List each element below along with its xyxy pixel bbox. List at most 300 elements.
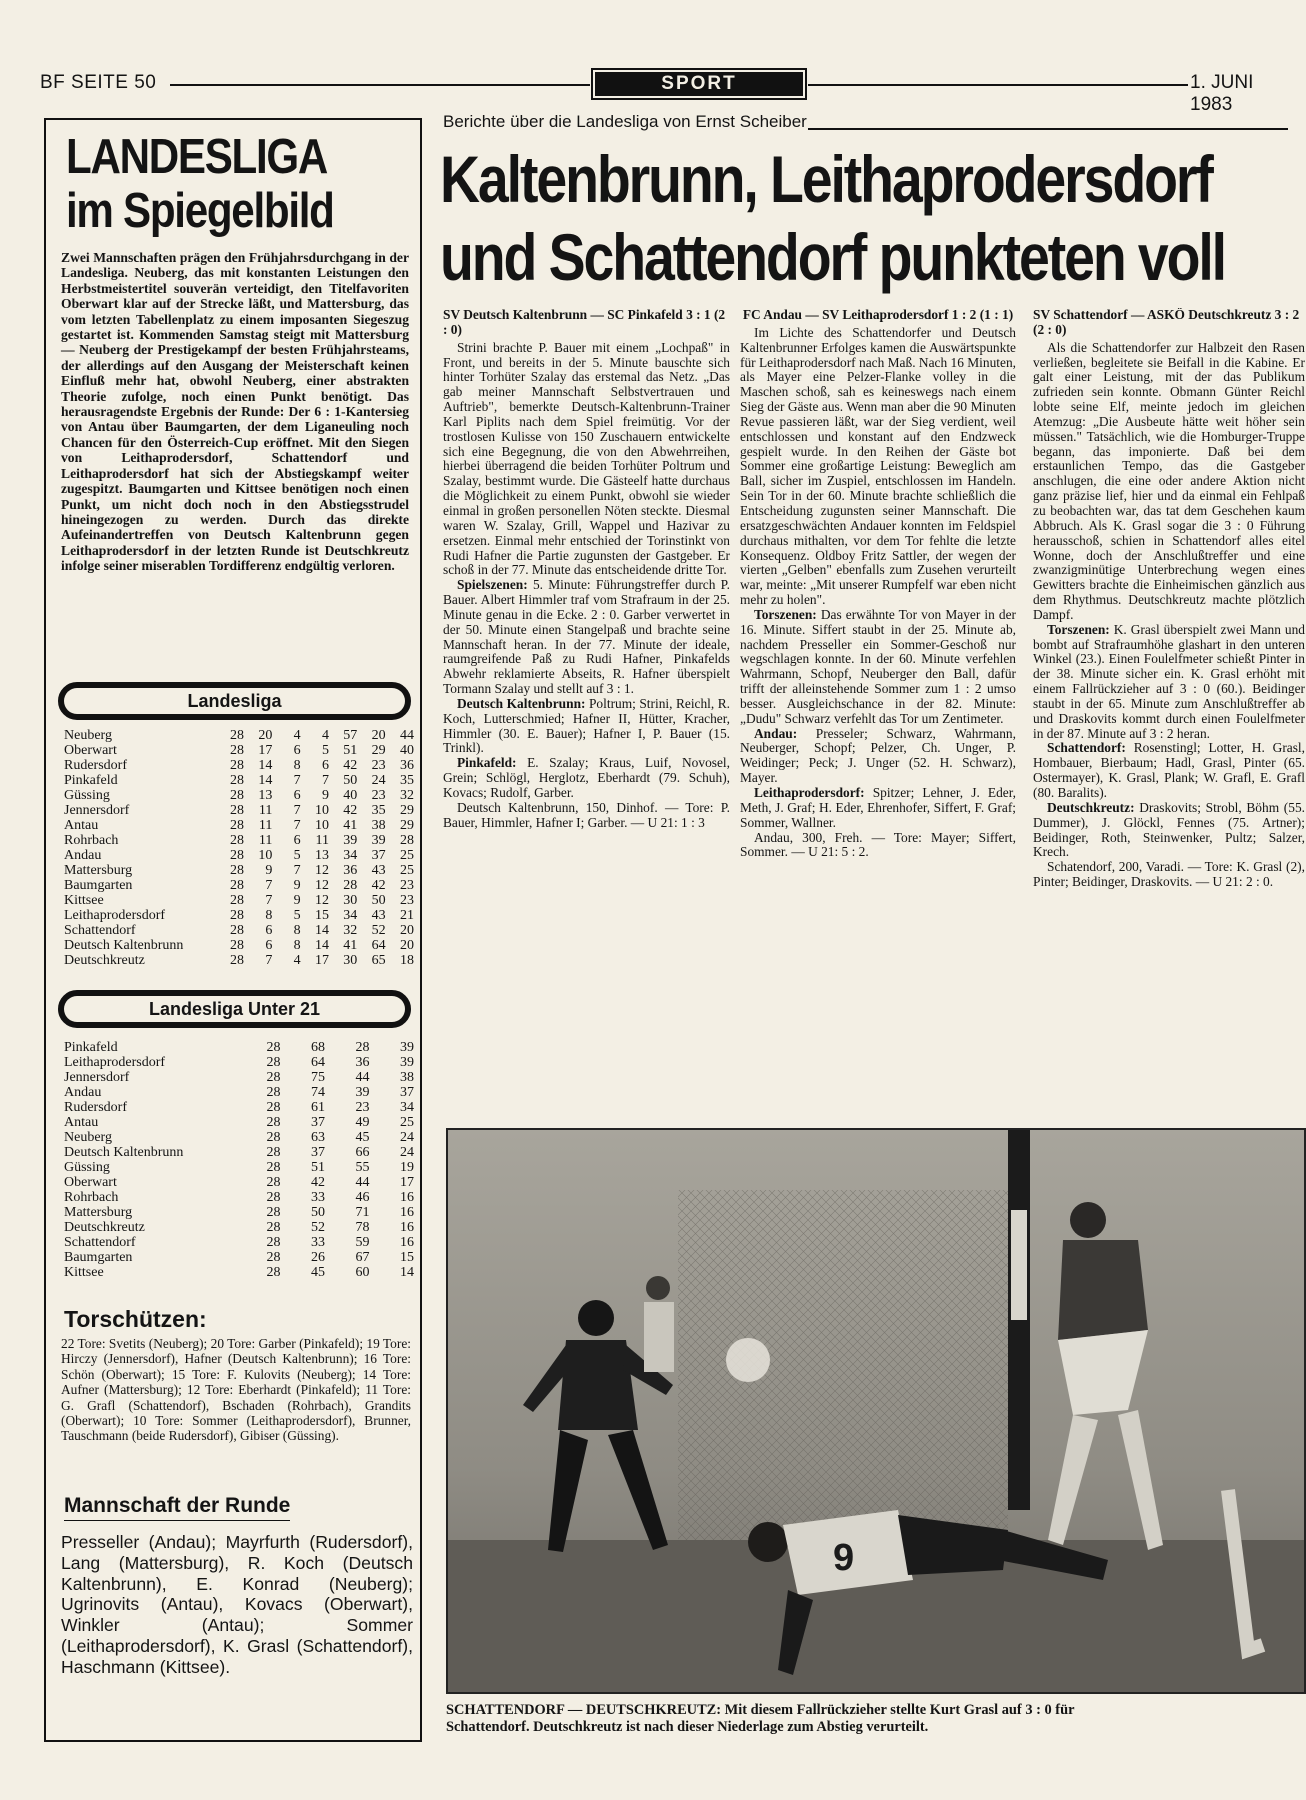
stat-cell: 52 <box>310 1220 325 1235</box>
stat-cell: 28 <box>266 1175 281 1190</box>
stat-cell: 28 <box>230 953 245 968</box>
article-column-2 <box>740 308 1016 1094</box>
stat-cell: 51 <box>310 1160 325 1175</box>
team-name-cell: Rudersdorf <box>64 1100 127 1115</box>
stat-cell: 28 <box>230 863 245 878</box>
team-name-cell: Rohrbach <box>64 1190 119 1205</box>
match-heading: FC Andau — SV Leithaprodersdorf 1 : 2 (1 : 1) <box>742 308 1014 322</box>
stat-cell: 4 <box>293 953 301 968</box>
table-row <box>64 1235 414 1250</box>
sidebar-title-line2: im Spiegelbild <box>66 184 334 238</box>
stat-cell: 21 <box>400 908 414 923</box>
stat-cell: 34 <box>400 1100 414 1115</box>
stat-cell: 65 <box>371 953 386 968</box>
table-row <box>64 1160 414 1175</box>
stat-cell: 19 <box>400 1160 414 1175</box>
table-row <box>64 848 414 863</box>
stat-cell: 28 <box>266 1205 281 1220</box>
team-name-cell: Deutsch Kaltenbrunn <box>64 938 184 953</box>
scenes-paragraph <box>1033 623 1305 742</box>
stat-cell: 28 <box>355 1040 370 1055</box>
scorers-heading: Torschützen: <box>64 1306 207 1332</box>
team-name-cell: Andau <box>64 848 102 863</box>
match-footer: Schatendorf, 200, Varadi. — Tore: K. Grasl (2), Pinter; Beidinger, Draskovits. — U 21: 2 : 0. <box>1033 859 1305 890</box>
stat-cell: 28 <box>266 1220 281 1235</box>
stat-cell: 50 <box>371 893 386 908</box>
stat-cell: 25 <box>400 848 414 863</box>
lineup-label: Leithaprodersdorf: <box>754 785 865 800</box>
stat-cell: 7 <box>293 863 301 878</box>
table-row <box>64 1130 414 1145</box>
stat-cell: 10 <box>314 803 329 818</box>
match-footer: Andau, 300, Freh. — Tore: Mayer; Siffert, Sommer. — U 21: 5 : 2. <box>740 829 1016 860</box>
stat-cell: 28 <box>266 1040 281 1055</box>
team-name-cell: Pinkafeld <box>64 1040 118 1055</box>
team-name-cell: Kittsee <box>64 893 104 908</box>
table-row <box>64 1175 414 1190</box>
u21-standings-header <box>58 990 411 1028</box>
stat-cell: 74 <box>310 1085 325 1100</box>
stat-cell: 11 <box>258 833 273 848</box>
stat-cell: 28 <box>230 848 245 863</box>
table-row <box>64 1040 414 1055</box>
stat-cell: 7 <box>293 818 301 833</box>
stat-cell: 17 <box>258 743 273 758</box>
stat-cell: 24 <box>400 1130 414 1145</box>
stat-cell: 5 <box>293 848 301 863</box>
stat-cell: 15 <box>400 1250 414 1265</box>
stat-cell: 20 <box>371 728 386 743</box>
stat-cell: 28 <box>266 1115 281 1130</box>
stat-cell: 13 <box>314 848 329 863</box>
stat-cell: 39 <box>400 1055 414 1070</box>
stat-cell: 16 <box>400 1220 414 1235</box>
stat-cell: 23 <box>400 893 414 908</box>
table-row <box>64 803 414 818</box>
article-paragraph: Strini brachte P. Bauer mit einem „Lochpaß" in Front, und bereits in der 5. Minute bauschte sich hinter Torhüter Szalay das erstemal das Netz. „Das gab meiner Mannschaft Selbstvertrauen und Auftrieb", bemerkte Deutsch-Kaltenbrunn-Trainer Karl Piplits nach dem Spiel freimütig. Vor der trostlosen Kulisse von 150 Zuschauern entwickelte sich eine Begegnung, die von den Abwehrreihen, hierbei überragend die beiden Torhüter Poltrum und Szalay, bestimmt wurde. Die Gästeelf hatte durchaus die Möglichkeit zu einem Punkt, obwohl sie wieder einmal in großen personellen Nöten steckte. Diesmal waren W. Szalay, Grill, Wappel und Hazivar zu ersetzen. Einmal mehr entschied der Torinstinkt von Rudi Hafner die Partie zugunsten der Gastgeber. Er schoß in der 77. Minute das entscheidende dritte Tor. <box>443 339 730 578</box>
match-photo <box>446 1128 1306 1694</box>
team-name-cell: Güssing <box>64 788 110 803</box>
stat-cell: 23 <box>355 1100 370 1115</box>
table-row <box>64 1055 414 1070</box>
lineup-label: Pinkafeld: <box>457 755 517 771</box>
stat-cell: 28 <box>343 878 358 893</box>
goal-post-stripe <box>1011 1210 1027 1320</box>
stat-cell: 42 <box>310 1175 325 1190</box>
stat-cell: 6 <box>293 833 301 848</box>
stat-cell: 50 <box>310 1205 325 1220</box>
stat-cell: 37 <box>310 1145 325 1160</box>
stat-cell: 42 <box>371 878 386 893</box>
stat-cell: 8 <box>293 758 301 773</box>
scenes-text: 5. Minute: Führungstreffer durch P. Bauer. Albert Himmler traf vom Strafraum in der 25. Minute genau in die Ecke. 2 : 0. Garber verwertet in der 50. Minute einen Stangelpaß und brachte seine Mannschaft heran. In der 77. Minute der ideale, raumgreifende Paß zu Rudi Hafner, Pinkafelds Abwehr reklamierte Abseits, R. Hafner überspielt Tormann Szalay und stellt auf 3 : 1. <box>443 577 730 697</box>
stat-cell: 59 <box>355 1235 370 1250</box>
stat-cell: 64 <box>371 938 386 953</box>
stat-cell: 28 <box>266 1190 281 1205</box>
team-name-cell: Baumgarten <box>64 1250 133 1265</box>
stat-cell: 46 <box>355 1190 370 1205</box>
headline <box>440 140 1225 296</box>
stat-cell: 33 <box>310 1235 325 1250</box>
stat-cell: 28 <box>230 878 245 893</box>
stat-cell: 61 <box>310 1100 325 1115</box>
photo-caption-line2: Schattendorf. Deutschkreutz ist nach dieser Niederlage zum Abstieg verurteilt. <box>446 1719 929 1735</box>
stat-cell: 38 <box>371 818 386 833</box>
stat-cell: 23 <box>400 878 414 893</box>
stat-cell: 9 <box>293 878 301 893</box>
stat-cell: 37 <box>310 1115 325 1130</box>
stat-cell: 17 <box>314 953 329 968</box>
lineup-label: Deutschkreutz: <box>1047 799 1135 815</box>
stat-cell: 41 <box>343 818 358 833</box>
headline-line1: Kaltenbrunn, Leithaprodersdorf <box>440 142 1212 216</box>
table-row <box>64 788 414 803</box>
stat-cell: 18 <box>400 953 414 968</box>
stat-cell: 20 <box>400 938 414 953</box>
stat-cell: 28 <box>266 1100 281 1115</box>
lineup-label: Schattendorf: <box>1047 740 1126 756</box>
lineup-text: Draskovits; Strobl, Böhm (55. Dummer), J. Glöckl, Fennes (75. Artner); Beidinger, Roth, Steinwenker, Pultz; Salzer, Krech. <box>1033 799 1305 860</box>
table-row <box>64 1100 414 1115</box>
stat-cell: 24 <box>400 1145 414 1160</box>
team-name-cell: Schattendorf <box>64 1235 136 1250</box>
match-heading: SV Deutsch Kaltenbrunn — SC Pinkafeld 3 : 1 (2 : 0) <box>443 308 726 337</box>
stat-cell: 36 <box>343 863 358 878</box>
team-name-cell: Jennersdorf <box>64 1070 130 1085</box>
team-name-cell: Deutschkreutz <box>64 1220 145 1235</box>
stat-cell: 28 <box>266 1265 281 1280</box>
lineup-paragraph <box>740 727 1016 786</box>
spectator-figure <box>644 1276 674 1372</box>
stat-cell: 66 <box>355 1145 370 1160</box>
stat-cell: 28 <box>266 1055 281 1070</box>
article-paragraph: Im Lichte des Schattendorfer und Deutsch Kaltenbrunner Erfolges kamen die Auswärtspunkte für Leithaprodersdorf nach Maß. Nach 16 Minuten, als Mayer eine Pelzer-Flanke volley in die Maschen schoß, sah es keineswegs nach einem Sieg der Gäste aus. Wenn man aber die 90 Minuten Revue passieren läßt, war der Sieg verdient, weil entschlossen und konstant auf den Endzweck gespielt wurde. In den Reihen der Gäste bot Sommer eine großartige Leistung: Beweglich am Ball, sicher im Zuspiel, entschlossen im Handeln. Sein Tor in der 60. Minute brachte schließlich die Entscheidung zugunsten seiner Mannschaft. Die ersatzgeschwächten Andauer konnten im Feldspiel durchaus mithalten, vor dem Tor fehlte die letzte Konsequenz. Oldboy Fritz Sattler, der wegen der vierten „Gelben" ebenfalls zum Zusehen verurteilt war, meinte: „Mit unserer Rumpfelf war eben nicht mehr zu holen". <box>740 324 1016 608</box>
stat-cell: 28 <box>230 833 245 848</box>
team-of-round-text: Presseller (Andau); Mayrfurth (Rudersdorf), Lang (Mattersburg), R. Koch (Deutsch Kaltenbrunn), E. Konrad (Neuberg); Ugrinovits (Antau), Kovacs (Oberwart), Winkler (Antau); Sommer (Leithaprodersdorf), K. Grasl (Schattendorf), Haschmann (Kittsee). <box>61 1532 413 1677</box>
stat-cell: 28 <box>230 818 245 833</box>
stat-cell: 28 <box>230 938 245 953</box>
table-row <box>64 953 414 968</box>
stat-cell: 7 <box>265 953 273 968</box>
standings-header <box>58 682 411 720</box>
stat-cell: 28 <box>266 1070 281 1085</box>
table-row <box>64 743 414 758</box>
lineup-paragraph <box>443 756 730 801</box>
stat-cell: 38 <box>400 1070 414 1085</box>
stat-cell: 78 <box>355 1220 370 1235</box>
table-row <box>64 1070 414 1085</box>
team-name-cell: Antau <box>64 1115 99 1130</box>
article-column-3 <box>1033 308 1305 1094</box>
team-of-round-heading: Mannschaft der Runde <box>64 1494 290 1521</box>
stat-cell: 52 <box>371 923 386 938</box>
stat-cell: 5 <box>293 908 301 923</box>
stat-cell: 11 <box>315 833 329 848</box>
stat-cell: 14 <box>258 758 273 773</box>
table-row <box>64 773 414 788</box>
team-name-cell: Andau <box>64 1085 102 1100</box>
scenes-paragraph <box>740 608 1016 727</box>
stat-cell: 39 <box>355 1085 370 1100</box>
stat-cell: 44 <box>355 1175 370 1190</box>
stat-cell: 15 <box>314 908 329 923</box>
masthead-rule-left <box>170 84 590 86</box>
stat-cell: 14 <box>314 938 329 953</box>
stat-cell: 28 <box>230 803 245 818</box>
stat-cell: 44 <box>355 1070 370 1085</box>
lineup-paragraph <box>1033 801 1305 860</box>
ball <box>726 1338 770 1382</box>
stat-cell: 11 <box>258 803 273 818</box>
stat-cell: 16 <box>400 1235 414 1250</box>
stat-cell: 7 <box>293 773 301 788</box>
stat-cell: 6 <box>293 788 301 803</box>
stat-cell: 23 <box>371 788 386 803</box>
match-footer: Deutsch Kaltenbrunn, 150, Dinhof. — Tore: P. Bauer, Himmler, Hafner I; Garber. — U 21: 1 : 3 <box>443 799 730 830</box>
article-paragraph: Als die Schattendorfer zur Halbzeit den Rasen verließen, begleitete sie Beifall in die Kabine. Er galt einer Leistung, mit der das Publikum zufrieden sein konnte. Obmann Günter Reichl lobte seine Elf, meinte jedoch im gleichen Atemzug: „Die Ausbeute hätte weit höher sein müssen." Tatsächlich, wie die Homburger-Truppe begann, das imponierte. Daß bei dem erstaunlichen Tempo, das die Gastgeber anschlugen, die eine oder andere Aktion nicht ganz präzise lief, hier und da einmal ein Fehlpaß zu beobachten war, das tat dem Geschehen kaum Abbruch. Als K. Grasl sogar die 3 : 0 Führung herausschoß, schien in Schattendorf alles eitel Wonne, doch der Anschlußtreffer und eine zwanzigminütige Unterbrechung wegen eines Gewitters brachte die Einheimischen gänzlich aus dem Rhythmus. Deutschkreutz machte plötzlich Dampf. <box>1033 339 1305 622</box>
stat-cell: 37 <box>371 848 386 863</box>
lineup-paragraph <box>1033 741 1305 800</box>
table-row <box>64 1085 414 1100</box>
stat-cell: 28 <box>230 743 245 758</box>
team-name-cell: Kittsee <box>64 1265 104 1280</box>
lineup-paragraph <box>740 786 1016 831</box>
stat-cell: 40 <box>400 743 414 758</box>
stat-cell: 12 <box>314 863 329 878</box>
u21-standings-table <box>64 1040 414 1280</box>
masthead-rule-right <box>808 84 1188 86</box>
match-heading: SV Schattendorf — ASKÖ Deutschkreutz 3 : 2 (2 : 0) <box>1033 308 1300 337</box>
stat-cell: 6 <box>321 758 329 773</box>
stat-cell: 14 <box>400 1265 414 1280</box>
stat-cell: 17 <box>400 1175 414 1190</box>
stat-cell: 16 <box>400 1205 414 1220</box>
table-row <box>64 1220 414 1235</box>
headline-line2: und Schattendorf punkteten voll <box>440 220 1225 294</box>
team-name-cell: Rudersdorf <box>64 758 127 773</box>
table-row <box>64 863 414 878</box>
lineup-text: Spitzer; Lehner, J. Eder, Meth, J. Graf; H. Eder, Ehrenhofer, Siffert, F. Graf; Sommer, Wallner. <box>740 785 1016 830</box>
stat-cell: 37 <box>400 1085 414 1100</box>
stat-cell: 8 <box>293 923 301 938</box>
stat-cell: 7 <box>265 878 273 893</box>
stat-cell: 50 <box>343 773 358 788</box>
table-row <box>64 758 414 773</box>
stat-cell: 28 <box>266 1160 281 1175</box>
stat-cell: 26 <box>310 1250 325 1265</box>
stat-cell: 9 <box>321 788 329 803</box>
lineup-label: Deutsch Kaltenbrunn: <box>457 695 586 711</box>
stat-cell: 30 <box>343 893 358 908</box>
stat-cell: 33 <box>310 1190 325 1205</box>
stat-cell: 29 <box>400 803 414 818</box>
stat-cell: 4 <box>293 728 301 743</box>
table-row <box>64 908 414 923</box>
stat-cell: 36 <box>355 1055 370 1070</box>
photo-caption-line1: SCHATTENDORF — DEUTSCHKREUTZ: Mit diesem Fallrückzieher stellte Kurt Grasl auf 3 : 0 für <box>446 1702 1075 1718</box>
stat-cell: 12 <box>314 878 329 893</box>
lineup-text: Presseler; Schwarz, Wahrmann, Neuberger, Schopf; Pelzer, Ch. Unger, P. Weidinger; Peck; J. Unger (52. H. Schwarz), Mayer. <box>740 725 1016 786</box>
stat-cell: 23 <box>371 758 386 773</box>
goal-net <box>678 1190 1008 1570</box>
section-label-box <box>591 68 807 100</box>
stat-cell: 57 <box>343 728 358 743</box>
table-row <box>64 818 414 833</box>
stat-cell: 14 <box>314 923 329 938</box>
stat-cell: 40 <box>343 788 358 803</box>
stat-cell: 34 <box>343 848 358 863</box>
page-number: BF SEITE 50 <box>40 72 157 93</box>
table-row <box>64 878 414 893</box>
scenes-label: Torszenen: <box>754 606 817 622</box>
table-row <box>64 1265 414 1280</box>
stat-cell: 49 <box>355 1115 370 1130</box>
stat-cell: 20 <box>258 728 273 743</box>
standings-title: Landesliga <box>64 688 405 714</box>
stat-cell: 45 <box>355 1130 370 1145</box>
table-row <box>64 938 414 953</box>
lineup-paragraph <box>443 697 730 756</box>
stat-cell: 28 <box>230 788 245 803</box>
stat-cell: 67 <box>355 1250 370 1265</box>
team-name-cell: Oberwart <box>64 1175 117 1190</box>
stat-cell: 28 <box>230 893 245 908</box>
team-name-cell: Schattendorf <box>64 923 136 938</box>
stat-cell: 32 <box>343 923 358 938</box>
masthead <box>40 68 1288 115</box>
lineup-label: Andau: <box>754 725 798 741</box>
scenes-label: Torszenen: <box>1047 621 1110 637</box>
byline-rule <box>808 128 1288 130</box>
photo-scene <box>448 1130 1304 1692</box>
byline: Berichte über die Landesliga von Ernst Scheiber <box>443 112 807 131</box>
stat-cell: 63 <box>310 1130 325 1145</box>
table-row <box>64 728 414 743</box>
team-name-cell: Deutsch Kaltenbrunn <box>64 1145 184 1160</box>
stat-cell: 28 <box>400 833 414 848</box>
stat-cell: 39 <box>371 833 386 848</box>
stat-cell: 28 <box>230 758 245 773</box>
stat-cell: 51 <box>343 743 358 758</box>
stat-cell: 43 <box>371 908 386 923</box>
stat-cell: 28 <box>230 773 245 788</box>
stat-cell: 28 <box>266 1085 281 1100</box>
team-name-cell: Pinkafeld <box>64 773 118 788</box>
scorers-text: 22 Tore: Svetits (Neuberg); 20 Tore: Garber (Pinkafeld); 19 Tore: Hirczy (Jennersdorf), Hafner (Deutsch Kaltenbrunn); 16 Tore: Schön (Oberwart); 15 Tore: F. Kulovits (Neuberg); 14 Tore: Aufner (Mattersburg); 12 Tore: Eberhardt (Pinkafeld); 11 Tore: G. Grafl (Schattendorf), Bschaden (Rohrbach), Grandits (Oberwart); 10 Tore: Sommer (Leithaprodersdorf), Brunner, Tauschmann (beide Rudersdorf), Gibiser (Güssing). <box>61 1336 411 1444</box>
stat-cell: 28 <box>230 923 245 938</box>
stat-cell: 42 <box>343 803 358 818</box>
stat-cell: 28 <box>266 1130 281 1145</box>
stat-cell: 7 <box>293 803 301 818</box>
u21-standings-title: Landesliga Unter 21 <box>64 996 405 1022</box>
jersey-number: 9 <box>833 1537 855 1579</box>
stat-cell: 32 <box>400 788 414 803</box>
stat-cell: 25 <box>400 863 414 878</box>
table-row <box>64 893 414 908</box>
stat-cell: 45 <box>310 1265 325 1280</box>
lineup-text: Poltrum; Strini, Reichl, R. Koch, Lutterschmied; Hafner II, Hütter, Kracher, Himmler (30. E. Bauer); Hafner I, P. Bauer (15. Trinkl). <box>443 695 730 756</box>
stat-cell: 24 <box>371 773 386 788</box>
stat-cell: 41 <box>343 938 358 953</box>
stat-cell: 11 <box>258 818 273 833</box>
stat-cell: 71 <box>355 1205 370 1220</box>
scenes-label: Spielszenen: <box>457 577 528 593</box>
section-label: SPORT <box>595 72 803 96</box>
stat-cell: 28 <box>230 908 245 923</box>
stat-cell: 10 <box>314 818 329 833</box>
stat-cell: 35 <box>371 803 386 818</box>
team-name-cell: Oberwart <box>64 743 117 758</box>
team-name-cell: Deutschkreutz <box>64 953 145 968</box>
team-name-cell: Neuberg <box>64 1130 112 1145</box>
lineup-text: E. Szalay; Kraus, Luif, Novosel, Grein; Schlögl, Herglotz, Eberhardt (79. Schuh), Kovacs; Rudolf, Garber. <box>443 755 730 800</box>
stat-cell: 29 <box>371 743 386 758</box>
stat-cell: 6 <box>293 743 301 758</box>
stat-cell: 8 <box>265 908 273 923</box>
table-row <box>64 833 414 848</box>
standings-table <box>64 728 414 968</box>
stat-cell: 39 <box>400 1040 414 1055</box>
issue-date: 1. JUNI 1983 <box>1190 72 1254 115</box>
stat-cell: 28 <box>230 728 245 743</box>
team-name-cell: Baumgarten <box>64 878 133 893</box>
table-row <box>64 1145 414 1160</box>
stat-cell: 64 <box>310 1055 325 1070</box>
stat-cell: 29 <box>400 818 414 833</box>
stat-cell: 36 <box>400 758 414 773</box>
team-name-cell: Jennersdorf <box>64 803 130 818</box>
team-name-cell: Leithaprodersdorf <box>64 1055 166 1070</box>
stat-cell: 25 <box>400 1115 414 1130</box>
stat-cell: 12 <box>314 893 329 908</box>
stat-cell: 7 <box>265 893 273 908</box>
stat-cell: 44 <box>400 728 414 743</box>
scenes-text: K. Grasl überspielt zwei Mann und bombt auf Strafraumhöhe glashart in den unteren Winkel (23.). Einen Foulelfmeter schießt Pinter in der 38. Minute sicher ein. K. Grasl erhöht mit einem Fallrückzieher auf 3 : 0 (60.). Beidinger staubt in der 65. Minute zum Anschlußtreffer ab und Draskovits kommt durch einen Foulelfmeter in der 87. Minute auf 3 : 2 heran. <box>1033 621 1305 741</box>
photo-caption <box>446 1702 1306 1736</box>
scenes-text: Das erwähnte Tor von Mayer in der 16. Minute. Siffert staubt in der 25. Minute ab, nachdem Presseller ein Sommer-Geschoß nur wegschlagen konnte. In der 60. Minute verfehlen Wahrmann, Schopf, Neuberger den Ball, dafür trifft der alleinstehende Sommer zum 1 : 2 umso besser. Ausgleichschance in der 82. Minute: „Dudu" Schwarz verfehlt das Tor um Zentimeter. <box>740 606 1016 726</box>
team-name-cell: Antau <box>64 818 99 833</box>
sidebar-title-line1: LANDESLIGA <box>66 130 328 184</box>
stat-cell: 75 <box>310 1070 325 1085</box>
stat-cell: 16 <box>400 1190 414 1205</box>
stat-cell: 4 <box>321 728 329 743</box>
stat-cell: 9 <box>265 863 273 878</box>
table-row <box>64 1250 414 1265</box>
stat-cell: 28 <box>266 1250 281 1265</box>
table-row <box>64 923 414 938</box>
sidebar-box <box>44 118 422 1742</box>
stat-cell: 13 <box>258 788 273 803</box>
scenes-paragraph <box>443 578 730 697</box>
team-name-cell: Mattersburg <box>64 1205 133 1220</box>
stat-cell: 30 <box>343 953 358 968</box>
team-name-cell: Mattersburg <box>64 863 133 878</box>
stat-cell: 7 <box>321 773 329 788</box>
lineup-text: Rosenstingl; Lotter, H. Grasl, Hombauer, Bierbaum; Hadl, Grasl, Pinter (65. Ostermayer), K. Grasl, Plank; W. Grafl, E. Grafl (80. Baralits). <box>1033 740 1305 800</box>
team-name-cell: Rohrbach <box>64 833 119 848</box>
stat-cell: 28 <box>266 1235 281 1250</box>
table-row <box>64 1190 414 1205</box>
stat-cell: 34 <box>343 908 358 923</box>
table-row <box>64 1115 414 1130</box>
stat-cell: 28 <box>266 1145 281 1160</box>
team-name-cell: Leithaprodersdorf <box>64 908 166 923</box>
stat-cell: 60 <box>355 1265 370 1280</box>
stat-cell: 5 <box>321 743 329 758</box>
stat-cell: 9 <box>293 893 301 908</box>
stat-cell: 39 <box>343 833 358 848</box>
team-name-cell: Güssing <box>64 1160 110 1175</box>
